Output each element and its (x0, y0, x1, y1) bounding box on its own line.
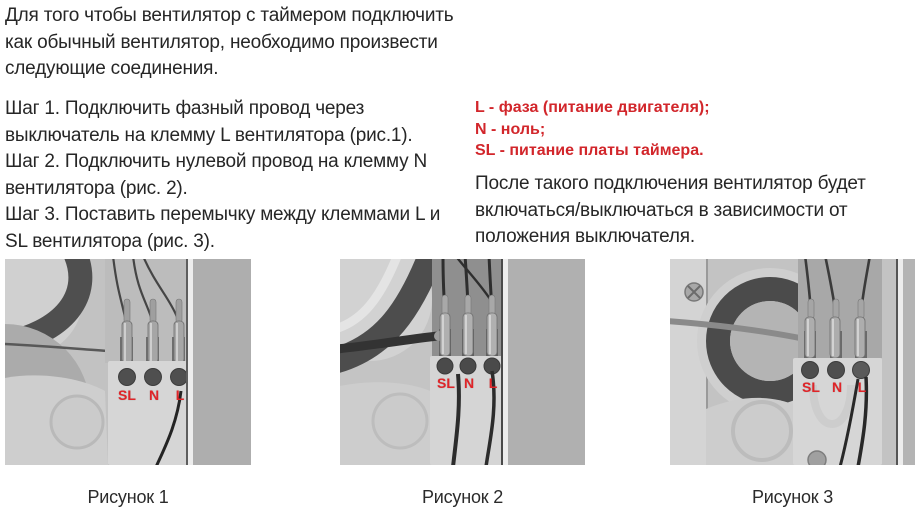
terminal-label-sl: SL (802, 379, 820, 395)
step-line: Шаг 1. Подключить фазный провод через (5, 98, 365, 119)
terminal-label-sl: SL (437, 375, 455, 391)
terminal-legend (475, 97, 710, 162)
fan-photo-1 (5, 259, 251, 465)
terminal-label-sl: SL (118, 387, 136, 403)
fan-photo-3-image (670, 259, 915, 465)
fan-photo-3 (670, 259, 915, 465)
steps-paragraph (5, 96, 440, 255)
step-line: Шаг 3. Поставить перемычку между клеммами L и (5, 204, 441, 225)
step-line: SL вентилятора (рис. 3). (5, 230, 215, 252)
step-line: выключатель на клемму L вентилятора (рис.1). (5, 124, 413, 146)
side-wall (186, 259, 251, 465)
outro-paragraph (475, 171, 866, 251)
intro-line: как обычный вентилятор, необходимо произвести (5, 31, 438, 53)
figure-caption-3: Рисунок 3 (751, 487, 834, 507)
screw-icon (685, 283, 703, 301)
intro-line: следующие соединения. (5, 58, 219, 79)
step-line: Шаг 2. Подключить нулевой провод на клемму N (5, 151, 427, 172)
legend-line-l: L - фаза (питание двигателя); (475, 99, 710, 116)
figure-caption-1: Рисунок 1 (87, 487, 169, 507)
figure-caption-2: Рисунок 2 (421, 487, 504, 507)
fan-photo-2-image (340, 259, 585, 465)
terminal-label-l: L (857, 379, 867, 395)
terminal-block (793, 358, 882, 465)
intro-line: Для того чтобы вентилятор с таймером подключить (5, 5, 454, 26)
knockout-circle (51, 396, 103, 448)
outro-line: включаться/выключаться в зависимости от (475, 199, 848, 221)
knockout-circle (373, 394, 427, 448)
side-wall (896, 259, 915, 465)
terminal-label-l: L (175, 387, 185, 403)
fan-photo-2 (340, 259, 585, 465)
intro-paragraph (5, 3, 453, 83)
step-line: вентилятора (рис. 2). (5, 177, 188, 199)
outro-line: После такого подключения вентилятор будет (475, 173, 866, 194)
legend-line-sl: SL - питание платы таймера. (475, 142, 704, 160)
terminal-label-n: N (463, 375, 475, 391)
outro-line: положения выключателя. (475, 226, 695, 247)
bottom-screw-icon (808, 451, 826, 465)
terminal-label-n: N (148, 387, 160, 403)
side-wall (501, 259, 585, 465)
terminal-label-n: N (831, 379, 843, 395)
terminal-label-l: L (488, 375, 498, 391)
legend-line-n: N - ноль; (475, 120, 546, 138)
knockout-circle (733, 402, 791, 460)
fan-photo-1-image (5, 259, 251, 465)
